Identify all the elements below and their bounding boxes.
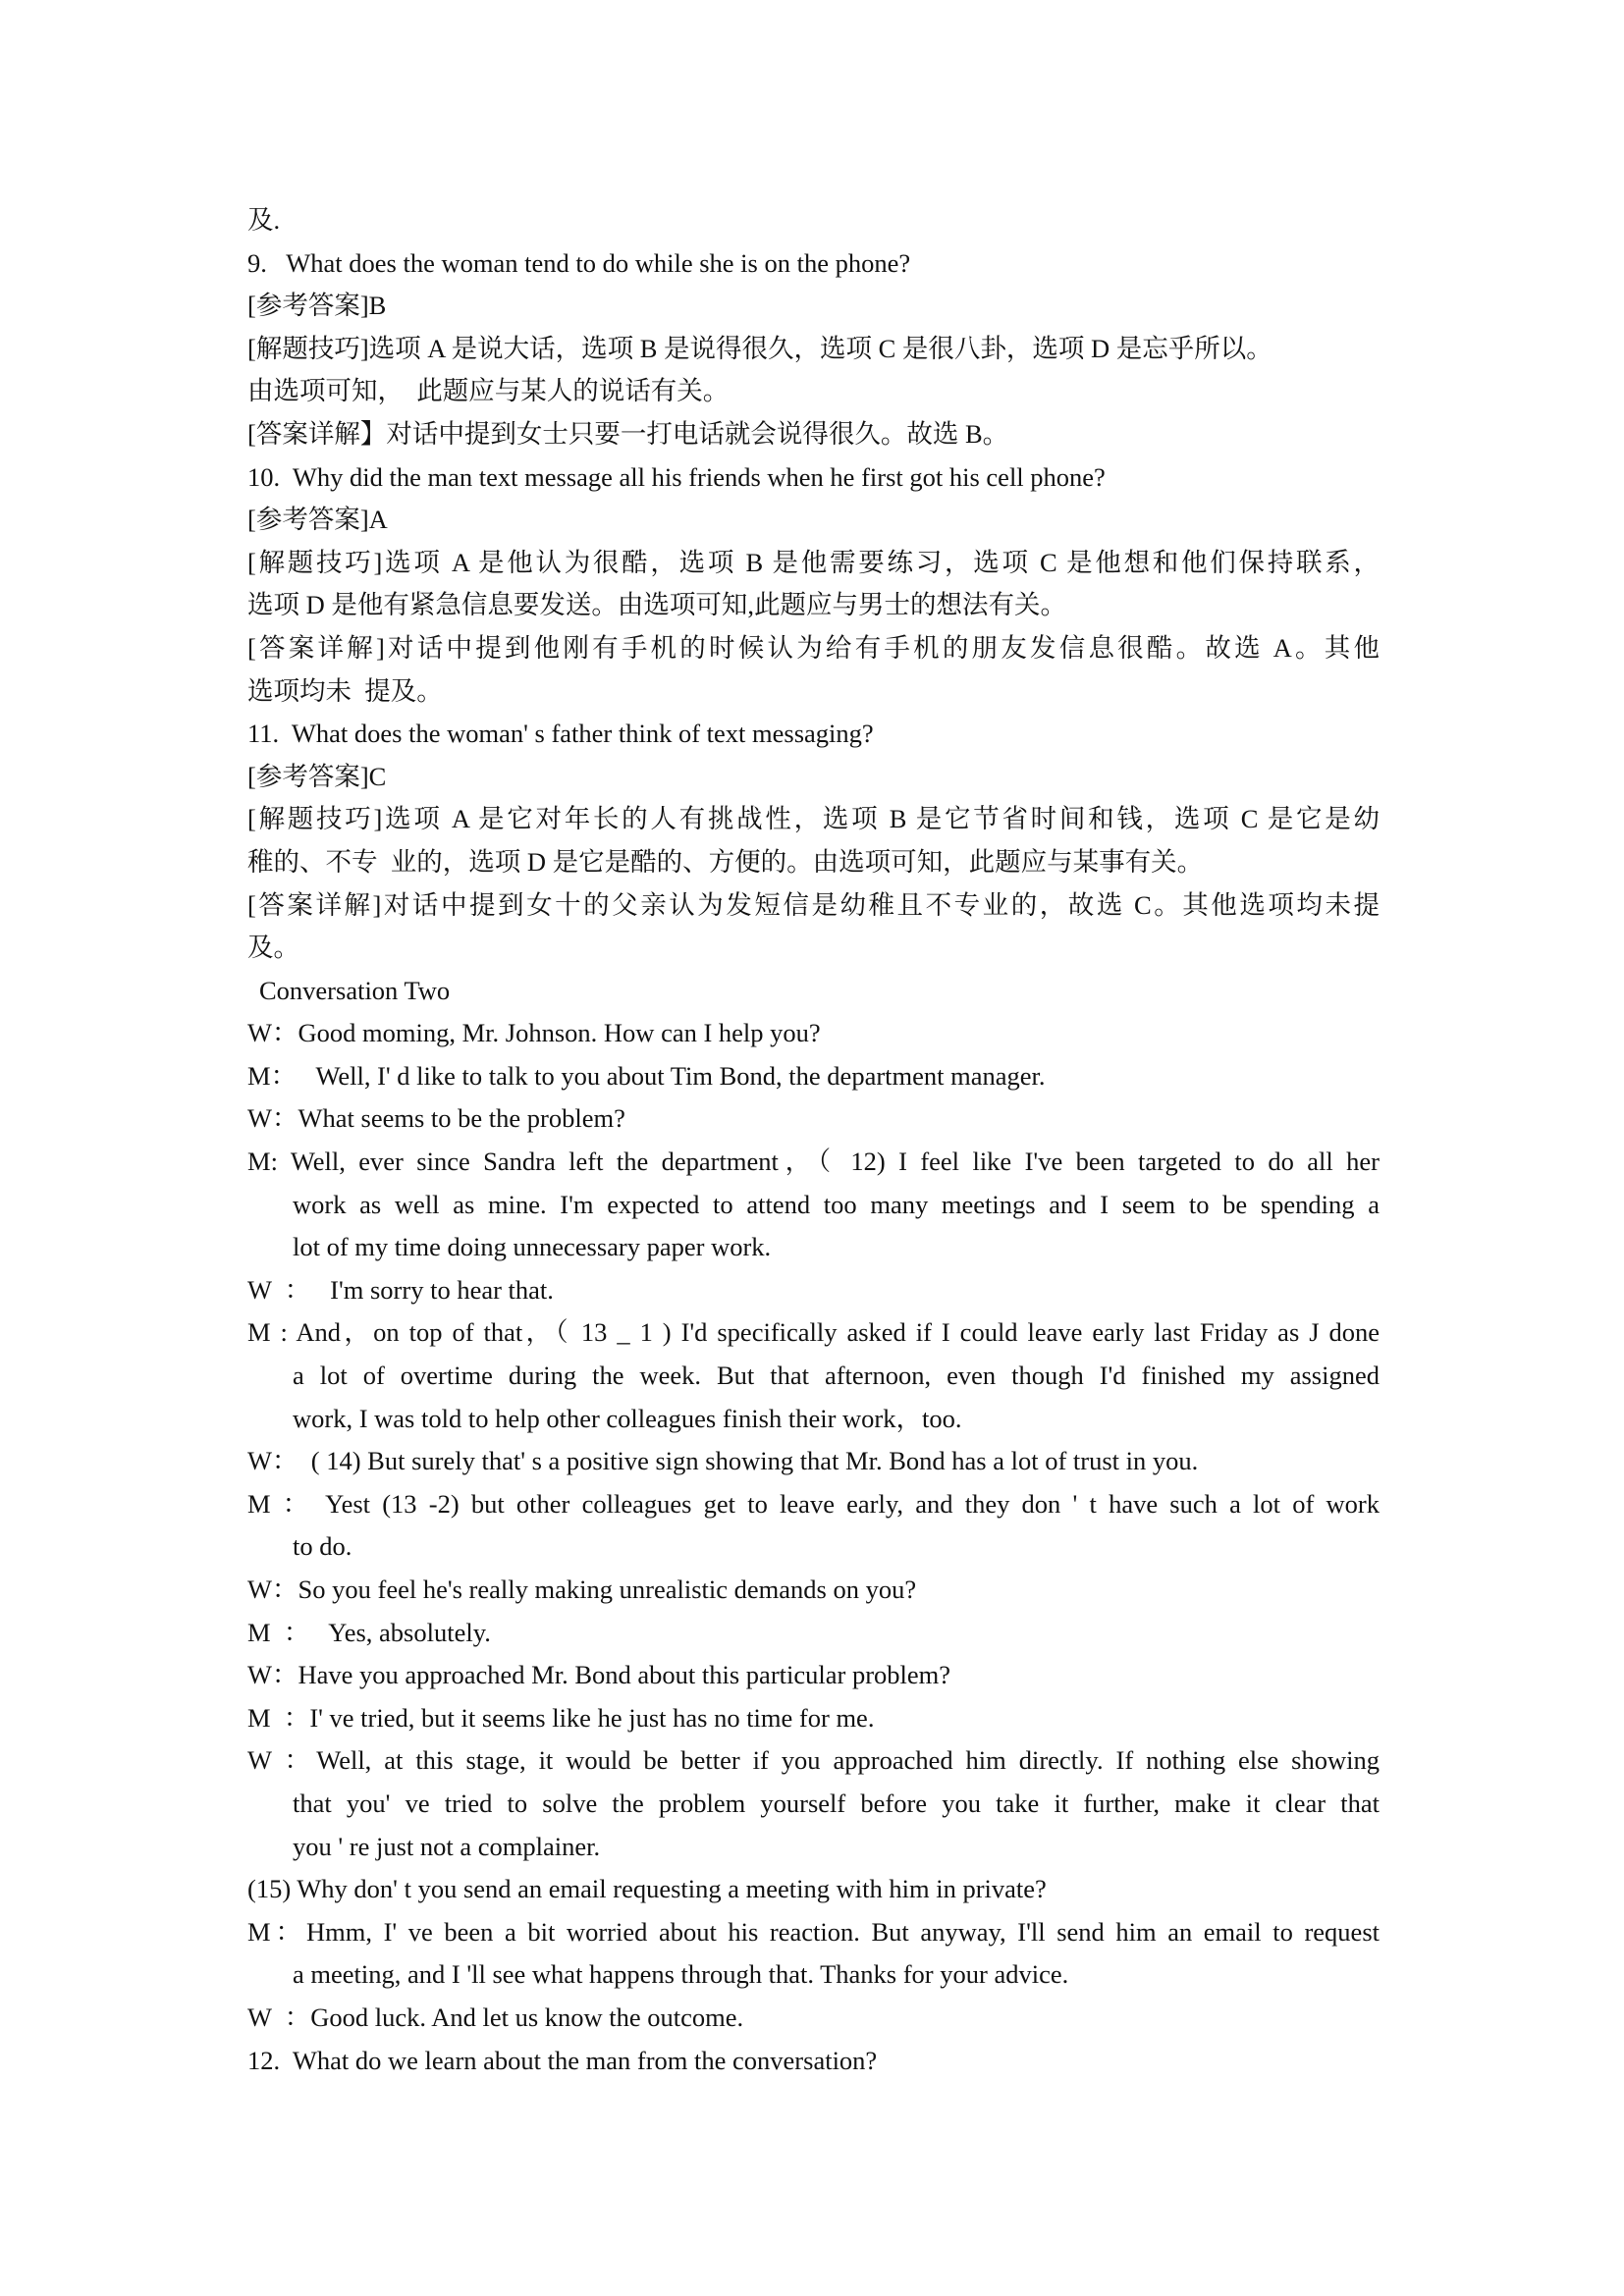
text-line: 稚的、不专 业的，选项 D 是它是酷的、方便的。由选项可知，此题应与某事有关。 — [247, 846, 1204, 877]
text-line: [解题技巧]选项 A 是他认为很酷，选项 B 是他需要练习，选项 C 是他想和他们保持联系， — [247, 547, 1380, 577]
text-line: 选项均未 提及。 — [247, 675, 443, 706]
text-line: W：What seems to be the problem? — [247, 1103, 625, 1134]
text-line: 9. What does the woman tend to do while she is on the phone? — [247, 247, 911, 278]
text-line: 由选项可知， 此题应与某人的说话有关。 — [247, 376, 730, 406]
text-line: W ： I'm sorry to hear that. — [247, 1274, 554, 1305]
text-line: M ： Yes, absolutely. — [247, 1617, 491, 1647]
text-line: W：Have you approached Mr. Bond about this particular problem? — [247, 1660, 951, 1690]
text-line: [解题技巧]选项 A 是说大话，选项 B 是说得很久，选项 C 是很八卦，选项 D 是忘乎所以。 — [247, 333, 1272, 363]
text-line: [答案详解]对话中提到女十的父亲认为发短信是幼稚且不专业的，故选 C。其他选项均未提 — [247, 889, 1380, 920]
text-line: a meeting, and I 'll see what happens through that. Thanks for your advice. — [293, 1959, 1069, 1990]
text-line: lot of my time doing unnecessary paper work. — [293, 1232, 772, 1262]
text-line: M ： Yest (13 -2) but other colleagues get to leave early, and they don ' t have such a lot of work — [247, 1488, 1380, 1519]
text-line: 11. What does the woman' s father think of text messaging? — [247, 719, 874, 749]
text-line: [参考答案]B — [247, 291, 387, 321]
text-line: to do. — [293, 1531, 352, 1562]
text-line: [参考答案]A — [247, 505, 388, 535]
text-line: work as well as mine. I'm expected to attend too many meetings and I seem to be spending a — [293, 1189, 1380, 1219]
text-line: 10. Why did the man text message all his friends when he first got his cell phone? — [247, 461, 1106, 492]
text-line: W：So you feel he's really making unrealistic demands on you? — [247, 1575, 917, 1604]
text-line: W：Good moming, Mr. Johnson. How can I help you? — [247, 1018, 821, 1048]
text-line: M ：I' ve tried, but it seems like he just has no time for me. — [247, 1702, 875, 1733]
document-page — [247, 199, 1380, 2082]
text-line: [参考答案]C — [247, 761, 387, 791]
text-line: 及。 — [247, 933, 299, 963]
text-line: 选项 D 是他有紧急信息要发送。由选项可知,此题应与男士的想法有关。 — [247, 590, 1067, 620]
text-line: [答案详解】对话中提到女士只要一打电话就会说得很久。故选 B。 — [247, 418, 1009, 449]
text-line: you ' re just not a complainer. — [293, 1831, 601, 1861]
text-line: 及. — [247, 205, 281, 235]
section-heading: Conversation Two — [259, 975, 451, 1005]
text-line: that you' ve tried to solve the problem yourself before you take it further, make it clear that — [293, 1788, 1380, 1818]
text-line: M： Well, I' d like to talk to you about Tim Bond, the department manager. — [247, 1060, 1046, 1091]
text-line: [解题技巧]选项 A 是它对年长的人有挑战性，选项 B 是它节省时间和钱，选项 C 是它是幼 — [247, 804, 1380, 834]
text-line: W ：Well, at this stage, it would be better if you approached him directly. If nothing else showing — [247, 1745, 1380, 1776]
text-line: [答案详解]对话中提到他刚有手机的时候认为给有手机的朋友发信息很酷。故选 A。其他 — [247, 632, 1380, 663]
text-line: M：Hmm, I' ve been a bit worried about his reaction. But anyway, I'll send him an email to request — [247, 1916, 1380, 1947]
text-line: W ：Good luck. And let us know the outcome. — [247, 2002, 744, 2032]
text-line: M: Well, ever since Sandra left the department，（ 12) I feel like I've been targeted to do all her — [247, 1147, 1380, 1177]
text-line: work, I was told to help other colleagues finish their work，too. — [293, 1403, 962, 1433]
text-line: 12. What do we learn about the man from the conversation? — [247, 2045, 878, 2075]
text-line: a lot of overtime during the week. But that afternoon, even though I'd finished my assigned — [293, 1361, 1380, 1391]
text-line: (15) Why don' t you send an email requesting a meeting with him in private? — [247, 1874, 1047, 1904]
text-line: M : And，on top of that，（ 13 _ 1 ) I'd specifically asked if I could leave early last Friday as J done — [247, 1317, 1380, 1348]
text-line: W： ( 14) But surely that' s a positive sign showing that Mr. Bond has a lot of trust in you. — [247, 1446, 1199, 1476]
